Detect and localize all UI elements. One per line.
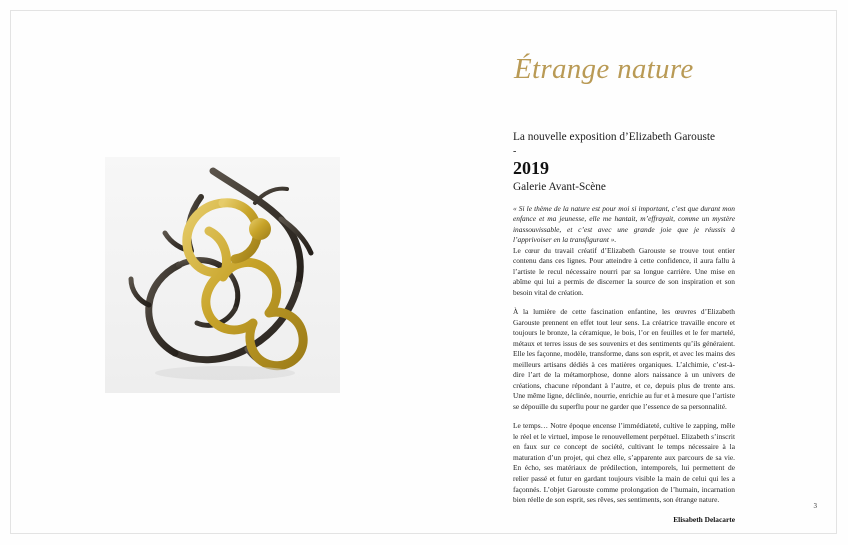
sculpture-photo xyxy=(105,157,340,393)
paragraph-1: Le cœur du travail créatif d’Elizabeth Garouste se trouve tout entier contenu dans ces lignes. Pour atteindre à cette confidence, il aura fallu à l’artiste le recul nécessaire nourri par sa longue carrière. Une mise en abîme qui lui a permis de discerner la source de son inspiration et son besoin vital de création. xyxy=(513,245,735,297)
page-title: Étrange nature xyxy=(514,53,694,85)
divider-dash: - xyxy=(513,146,517,158)
exhibition-year: 2019 xyxy=(513,158,549,179)
right-page xyxy=(424,10,837,534)
gold-sphere xyxy=(249,218,271,240)
left-page xyxy=(10,10,424,534)
sculpture-illustration xyxy=(105,157,340,393)
paragraph-3: Le temps… Notre époque encense l’immédiateté, cultive le zapping, mêle le réel et le virtuel, impose le renouvellement perpétuel. Elizabeth s’inscrit en faux sur ce concept de société, cultivant le temps nécessaire à la maturation d’un projet, qui chez elle, s’apparente aux parcours de sa vie. En écho, ses matériaux de prédilection, intemporels, lui permettent de relier passé et futur en gardant toujours visible la main de celui qui les a façonnés. L’objet Garouste comme prolongation de l’humain, incarnation bien réelle de son esprit, ses rêves, ses sentiments, son étrange nature. xyxy=(513,421,735,505)
article-text-column xyxy=(513,130,735,524)
gallery-name: Galerie Avant-Scène xyxy=(513,180,606,193)
author-signature: Elisabeth Delacarte xyxy=(673,514,735,524)
pull-quote: « Si le thème de la nature est pour moi si important, c’est que durant mon enfance et ma jeunesse, elle me hantait, m’effrayait, comme un mystère inassouvissable, et c’est avec une grande joie que je réussis à l’apprivoiser en la transfigurant ». xyxy=(513,203,735,245)
page-number: 3 xyxy=(813,502,817,510)
paragraph-2: À la lumière de cette fascination enfantine, les œuvres d’Elizabeth Garouste prennent en effet tout leur sens. La créatrice travaille encore et toujours le bronze, la céramique, le bois, l’or en feuilles et le fer martelé, métaux et terres issus de ses souvenirs et des sentiments qu’ils généraient. Elle les façonne, modèle, transforme, dans son esprit, et avec les mains des meilleurs artisans dédiés à ces matières organiques. L’alchimie, c’est-à-dire l’art de la métamorphose, donne alors naissance à un univers de créations, chacune répondant à l’autre, et ce, depuis plus de trente ans. Une même ligne, déclinée, nourrie, enrichie au fur et à mesure que l’artiste se dépouille du superflu pour ne garder que l’essence de sa personnalité. xyxy=(513,307,735,411)
exhibition-subtitle: La nouvelle exposition d’Elizabeth Garouste xyxy=(513,131,716,143)
